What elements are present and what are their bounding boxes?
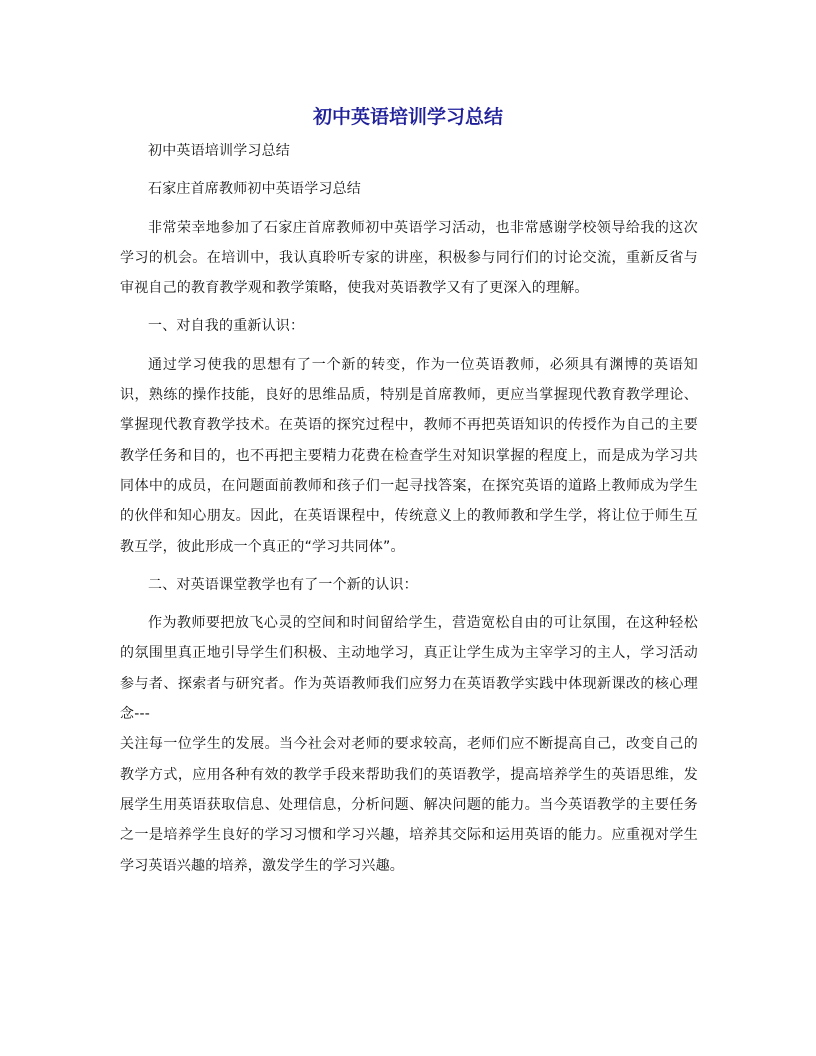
paragraph-heading-repeat: 初中英语培训学习总结 (148, 143, 290, 159)
document-body (120, 136, 698, 881)
paragraph-section-2: 作为教师要把放飞心灵的空间和时间留给学生，营造宽松自由的可让氛围，在这种轻松的氛围里真正地引导学生们积极、主动地学习，真正让学生成为主宰学习的主人，学习活动参与者、探索者与研究者。作为英语教师我们应努力在英语教学实践中体现新课改的核心理念--- (120, 615, 698, 723)
document-title: 初中英语培训学习总结 (312, 106, 503, 128)
paragraph-section-2-continued: 关注每一位学生的发展。当今社会对老师的要求较高，老师们应不断提高自己，改变自己的教学方式，应用各种有效的教学手段来帮助我们的英语教学，提高培养学生的英语思维，发展学生用英语获取信息、处理信息，分析问题、解决问题的能力。当今英语教学的主要任务之一是培养学生良好的学习习惯和学习兴趣，培养其交际和运用英语的能力。应重视对学生学习英语兴趣的培养，激发学生的学习兴趣。 (120, 736, 698, 874)
paragraph-intro: 非常荣幸地参加了石家庄首席教师初中英语学习活动，也非常感谢学校领导给我的这次学习的机会。在培训中，我认真聆听专家的讲座，积极参与同行们的讨论交流，重新反省与审视自己的教育教学观和教学策略，使我对英语教学又有了更深入的理解。 (120, 219, 698, 297)
section-heading-2: 二、对英语课堂教学也有了一个新的认识： (148, 576, 418, 593)
paragraph-subtitle: 石家庄首席教师初中英语学习总结 (148, 181, 361, 198)
paragraph-section-1: 通过学习使我的思想有了一个新的转变，作为一位英语教师，必须具有渊博的英语知识，熟练的操作技能，良好的思维品质，特别是首席教师，更应当掌握现代教育教学理论、掌握现代教育教学技术。在英语的探究过程中，教师不再把英语知识的传授作为自己的主要教学任务和目的，也不再把主要精力花费在检查学生对知识掌握的程度上，而是成为学习共同体中的成员，在问题面前教师和孩子们一起寻找答案，在探究英语的道路上教师成为学生的伙伴和知心朋友。因此，在英语课程中，传统意义上的教师教和学生学，将让位于师生互教互学，彼此形成一个真正的“学习共同体”。 (120, 356, 698, 555)
section-heading-1: 一、对自我的重新认识： (148, 318, 305, 335)
